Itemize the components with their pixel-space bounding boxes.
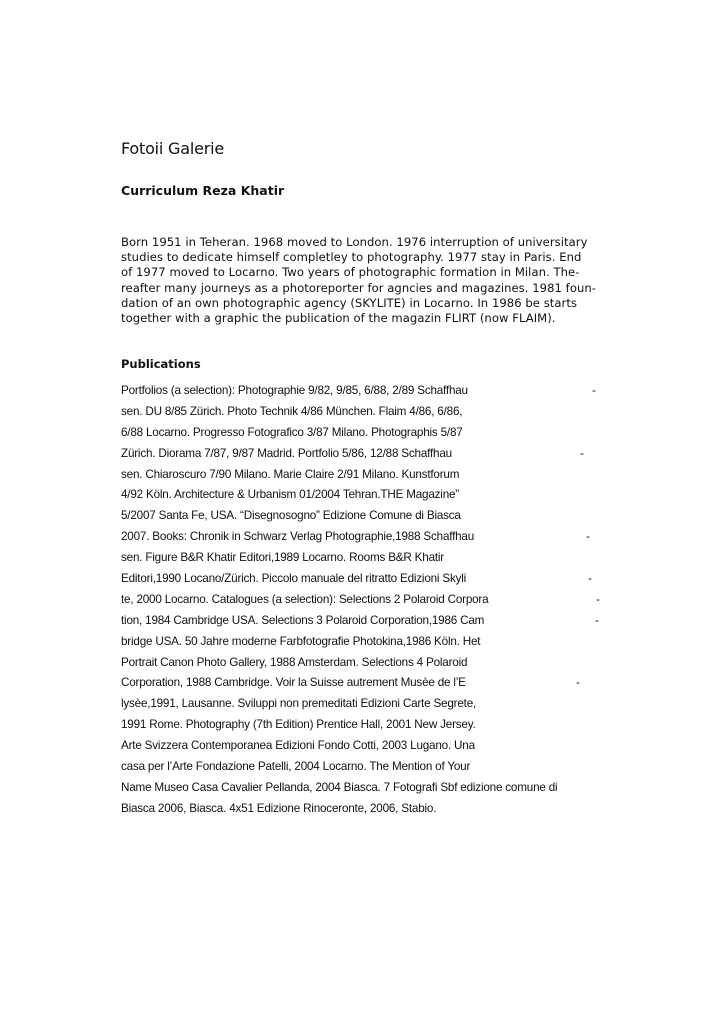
line-break-hyphen: - (596, 592, 600, 606)
publication-line-text: te, 2000 Locarno. Catalogues (a selection): Selections 2 Polaroid Corpora (121, 592, 489, 606)
publication-line-text: sen. Chiaroscuro 7/90 Milano. Marie Claire 2/91 Milano. Kunstforum (121, 467, 460, 481)
publication-line (121, 590, 611, 611)
line-break-hyphen: - (580, 446, 584, 460)
publication-line (121, 673, 611, 694)
publication-line-text: bridge USA. 50 Jahre moderne Farbfotografie Photokina,1986 Köln. Het (121, 634, 481, 648)
publication-line (121, 444, 611, 465)
publication-line (121, 485, 611, 506)
publication-line-text: casa per l’Arte Fondazione Patelli, 2004 Locarno. The Mention of Your (121, 760, 471, 774)
publication-line-text: 4/92 Köln. Architecture & Urbanism 01/2004 Tehran.THE Magazine” (121, 488, 459, 502)
publication-line-text: 2007. Books: Chronik in Schwarz Verlag Photographie,1988 Schaffhau (121, 530, 475, 544)
publication-line (121, 653, 611, 674)
publication-line (121, 611, 611, 632)
publications-list (121, 381, 611, 820)
publication-line (121, 736, 611, 757)
publication-line-text: Corporation, 1988 Cambridge. Voir la Suisse autrement Musèe de l’E (121, 676, 466, 690)
publication-line-text: sen. DU 8/85 Zürich. Photo Technik 4/86 München. Flaim 4/86, 6/86, (121, 404, 463, 418)
line-break-hyphen: - (586, 530, 590, 544)
publication-line-text: lysèe,1991, Lausanne. Sviluppi non premeditati Edizioni Carte Segrete, (121, 697, 477, 711)
page-title: Fotoii Galerie (121, 139, 225, 158)
publication-line (121, 694, 611, 715)
publication-line (121, 527, 611, 548)
publication-line-text: 5/2007 Santa Fe, USA. “Disegnosogno” Edizione Comune di Biasca (121, 509, 461, 523)
publication-line-text: Name Museo Casa Cavalier Pellanda, 2004 Biasca. 7 Fotografi Sbf edizione comune di (121, 780, 558, 794)
line-break-hyphen: - (595, 613, 599, 627)
publication-line-text: Arte Svizzera Contemporanea Edizioni Fondo Cotti, 2003 Lugano. Una (121, 739, 475, 753)
publication-line (121, 465, 611, 486)
publication-line-text: tion, 1984 Cambridge USA. Selections 3 Polaroid Corporation,1986 Cam (121, 613, 485, 627)
publications-heading: Publications (121, 357, 201, 371)
bio-line: reafter many journeys as a photoreporter for agncies and magazines. 1981 foun- (121, 280, 596, 295)
publication-line (121, 402, 611, 423)
bio-line: of 1977 moved to Locarno. Two years of photographic formation in Milan. The- (121, 265, 580, 280)
publication-line-text: Portrait Canon Photo Gallery, 1988 Amsterdam. Selections 4 Polaroid (121, 655, 468, 669)
publication-line (121, 799, 611, 820)
publication-line-text: 1991 Rome. Photography (7th Edition) Prentice Hall, 2001 New Jersey. (121, 718, 476, 732)
publication-line (121, 548, 611, 569)
bio-line: Born 1951 in Teheran. 1968 moved to London. 1976 interruption of universitary (121, 235, 588, 249)
bio-line: studies to dedicate himself completley to photography. 1977 stay in Paris. End (121, 250, 582, 265)
publication-line-text: 6/88 Locarno. Progresso Fotografico 3/87 Milano. Photographis 5/87 (121, 425, 463, 439)
publication-line (121, 423, 611, 444)
publication-line (121, 569, 611, 590)
line-break-hyphen: - (588, 572, 592, 586)
publication-line (121, 632, 611, 653)
publication-line-text: Biasca 2006, Biasca. 4x51 Edizione Rinoceronte, 2006, Stabio. (121, 801, 437, 815)
page-subtitle: Curriculum Reza Khatir (121, 183, 285, 198)
publication-line (121, 757, 611, 778)
bio-line: together with a graphic the publication of the magazin FLIRT (now FLAIM). (121, 310, 556, 325)
biography-paragraph (121, 235, 607, 326)
publication-line-text: sen. Figure B&R Khatir Editori,1989 Locarno. Rooms B&R Khatir (121, 551, 444, 565)
publication-line-text: Portfolios (a selection): Photographie 9/82, 9/85, 6/88, 2/89 Schaffhau (121, 384, 468, 397)
line-break-hyphen: - (592, 384, 596, 397)
line-break-hyphen: - (576, 676, 580, 690)
publication-line (121, 381, 611, 402)
bio-line: dation of an own photographic agency (SKYLITE) in Locarno. In 1986 be starts (121, 295, 578, 310)
publication-line (121, 715, 611, 736)
publication-line-text: Zürich. Diorama 7/87, 9/87 Madrid. Portfolio 5/86, 12/88 Schaffhau (121, 446, 452, 460)
publication-line (121, 506, 611, 527)
publication-line-text: Editori,1990 Locano/Zürich. Piccolo manuale del ritratto Edizioni Skyli (121, 572, 467, 586)
publication-line (121, 778, 611, 799)
